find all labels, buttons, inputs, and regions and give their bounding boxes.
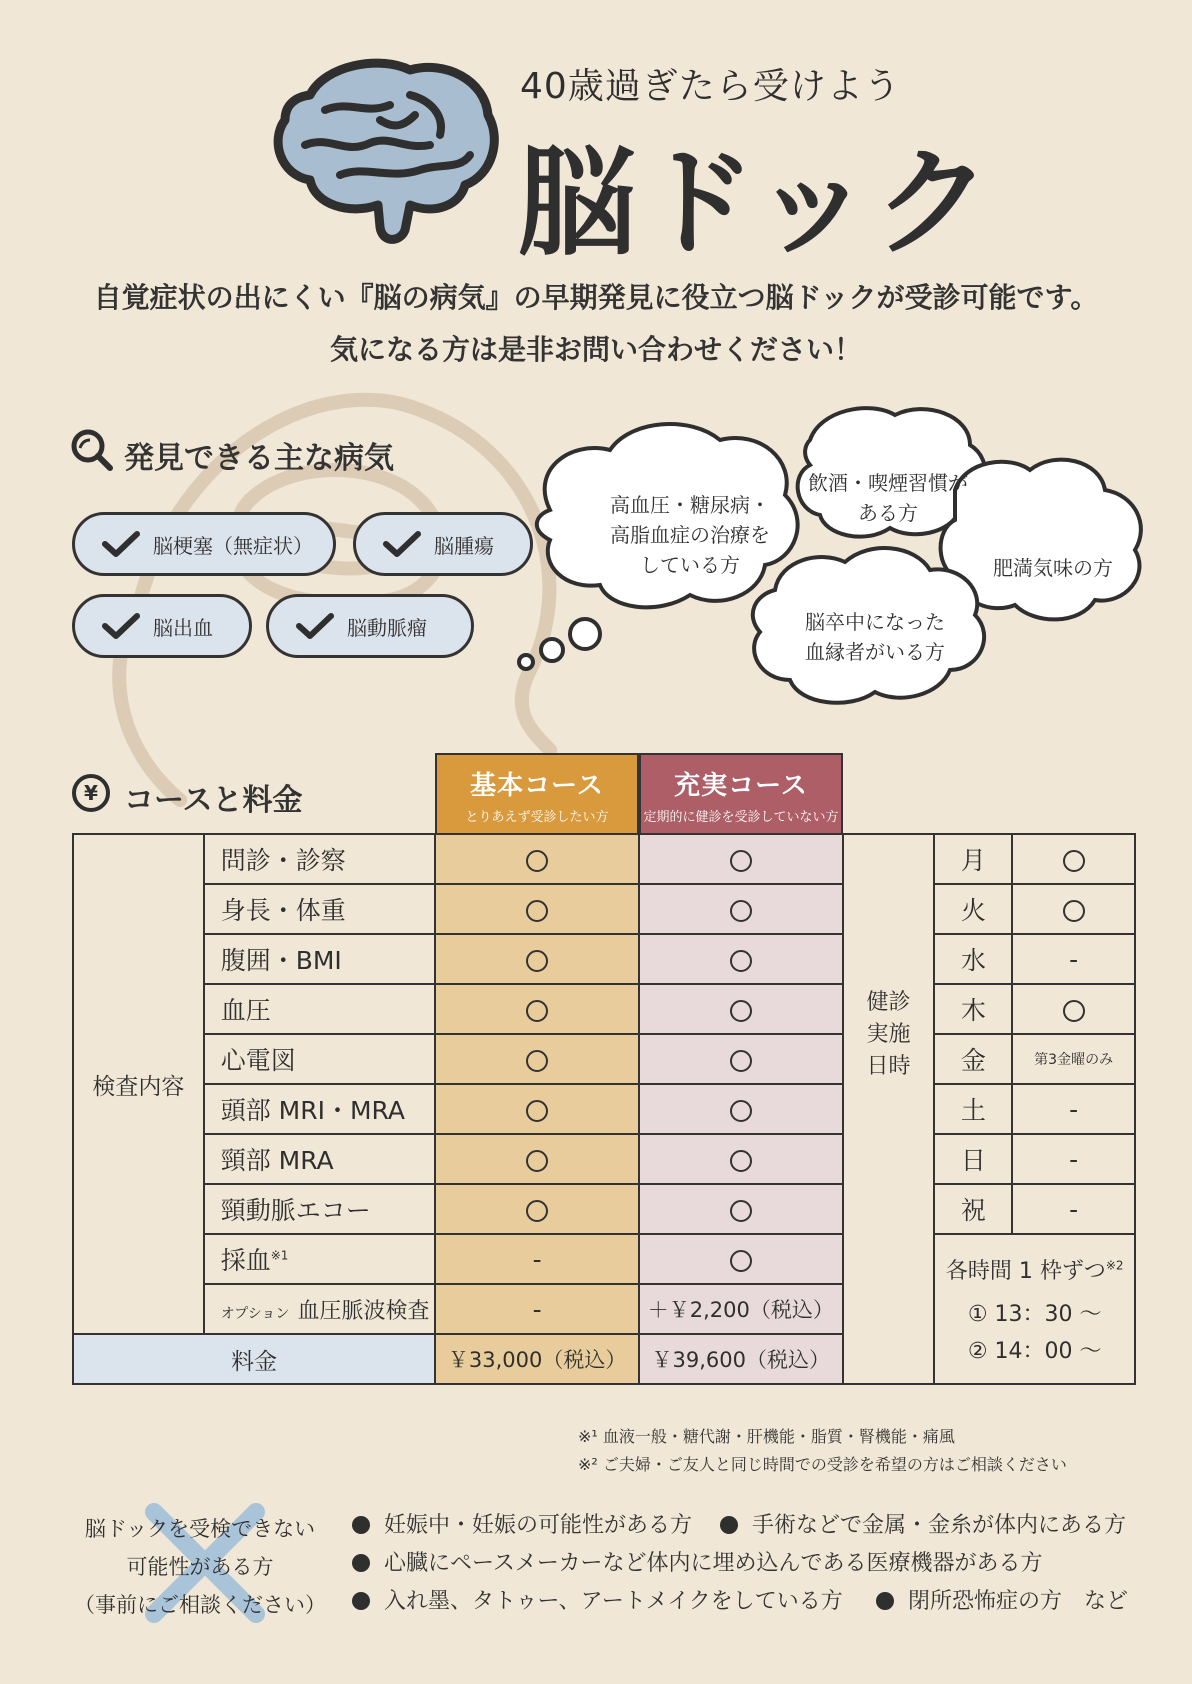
- full-cell: [639, 1234, 843, 1284]
- circle-mark: [730, 950, 752, 972]
- full-course-sub: 定期的に健診を受診していない方: [643, 810, 839, 825]
- header-tagline: 40歳過ぎたら受けよう: [520, 66, 901, 107]
- time-slot: ② 14：00 〜: [967, 1338, 1102, 1364]
- circle-mark: [526, 950, 548, 972]
- cloud-text: 肥満気味の方: [993, 556, 1113, 580]
- lead-line-1: 自覚症状の出にくい『脳の病気』の早期発見に役立つ脳ドックが受診可能です。: [93, 281, 1099, 314]
- basic-course-name: 基本コース: [470, 771, 604, 801]
- basic-price: ￥33,000（税込）: [435, 1334, 639, 1384]
- exclusion-text: 心臓にペースメーカーなど体内に埋め込んである医療機器がある方: [384, 1551, 1043, 1576]
- brain-icon: [270, 55, 500, 245]
- circle-mark: [526, 1000, 548, 1022]
- circle-mark: [730, 1150, 752, 1172]
- bullet-dot: [352, 1516, 370, 1534]
- check-icon: [382, 530, 422, 558]
- schedule-label: [843, 834, 935, 1234]
- schedule-label-line: 日時: [866, 1053, 911, 1079]
- basic-cell: [435, 884, 639, 934]
- disease-label: 脳動脈瘤: [347, 615, 427, 640]
- exam-item: 身長・体重: [204, 884, 436, 934]
- full-cell: [639, 1034, 843, 1084]
- option-label: 血圧脈波検査: [297, 1298, 430, 1324]
- footnote-ref: ※1: [270, 1248, 289, 1263]
- circle-mark: [730, 1000, 752, 1022]
- option-item: [204, 1284, 436, 1334]
- basic-cell: [435, 834, 639, 884]
- exam-item-label: 採血: [220, 1246, 271, 1275]
- exclusion-bullet: [352, 1546, 1042, 1577]
- circle-mark: [526, 1200, 548, 1222]
- day-value: -: [1012, 1184, 1135, 1234]
- lead-line-2: 気になる方は是非お問い合わせください！: [329, 333, 862, 366]
- footnote-1: ※¹ 血液一般・糖代謝・肝機能・脂質・腎機能・痛風: [578, 1427, 955, 1446]
- circle-mark: [730, 900, 752, 922]
- exclusion-text: 手術などで金属・金糸が体内にある方: [752, 1513, 1127, 1538]
- exam-item: 頸動脈エコー: [204, 1184, 436, 1234]
- schedule-label-line: 実施: [866, 1021, 911, 1047]
- day-label: 水: [934, 934, 1012, 984]
- day-label: 月: [934, 834, 1012, 884]
- full-cell: [639, 934, 843, 984]
- full-cell: [639, 1184, 843, 1234]
- day-value: [1012, 884, 1135, 934]
- category-label: 検査内容: [73, 834, 204, 1334]
- exam-item: 心電図: [204, 1034, 436, 1084]
- exam-item: 腹囲・BMI: [204, 934, 436, 984]
- time-slot: ① 13：30 〜: [967, 1301, 1102, 1327]
- circle-mark: [526, 1050, 548, 1072]
- basic-cell: [435, 1134, 639, 1184]
- circle-mark: [526, 900, 548, 922]
- basic-course-header: [435, 753, 639, 833]
- full-cell: [639, 834, 843, 884]
- exclusion-bullet: [720, 1508, 1126, 1539]
- circle-mark: [526, 850, 548, 872]
- exclusion-text: 入れ墨、タトゥー、アートメイクをしている方: [384, 1589, 843, 1614]
- check-icon: [101, 612, 141, 640]
- schedule-label-spacer: [843, 1234, 935, 1384]
- basic-cell: [435, 1084, 639, 1134]
- day-value: [1012, 834, 1135, 884]
- day-label: 祝: [934, 1184, 1012, 1234]
- disease-label: 脳出血: [153, 615, 213, 640]
- exclusion-label-line: 脳ドックを受検できない: [84, 1517, 316, 1541]
- day-label: 金: [934, 1034, 1012, 1084]
- page-title: 脳ドック: [518, 134, 994, 272]
- exam-item: 問診・診察: [204, 834, 436, 884]
- full-course-header: [639, 753, 843, 833]
- disease-pill: [353, 512, 533, 576]
- exclusion-text: 妊娠中・妊娠の可能性がある方: [384, 1513, 693, 1538]
- bullet-dot: [352, 1592, 370, 1610]
- basic-cell: -: [435, 1234, 639, 1284]
- circle-mark: [1063, 850, 1085, 872]
- circle-mark: [1063, 1000, 1085, 1022]
- exclusion-bullet: [352, 1584, 843, 1615]
- day-label: 火: [934, 884, 1012, 934]
- full-cell: [639, 884, 843, 934]
- day-value: [1012, 984, 1135, 1034]
- basic-cell: [435, 1184, 639, 1234]
- footnote-2: ※² ご夫婦・ご友人と同じ時間での受診を希望の方はご相談ください: [578, 1455, 1067, 1474]
- exclusion-label: [70, 1510, 330, 1624]
- exclusion-text: 閉所恐怖症の方 など: [908, 1589, 1129, 1614]
- courses-heading: コースと料金: [124, 783, 303, 818]
- exclusion-bullet: [876, 1584, 1128, 1615]
- slots-title: 各時間 1 枠ずつ: [945, 1258, 1106, 1284]
- circle-mark: [1063, 900, 1085, 922]
- check-icon: [295, 612, 335, 640]
- cloud-text: 脳卒中になった 血縁者がいる方: [805, 610, 945, 664]
- exam-item: 血圧: [204, 984, 436, 1034]
- exclusion-label-line: 可能性がある方: [126, 1555, 274, 1579]
- cloud-text: 飲酒・喫煙習慣が ある方: [808, 471, 968, 525]
- circle-mark: [526, 1150, 548, 1172]
- day-value: -: [1012, 1084, 1135, 1134]
- full-cell: [639, 1084, 843, 1134]
- circle-mark: [730, 1100, 752, 1122]
- exclusion-label-line: （事前にご相談ください）: [74, 1593, 326, 1617]
- price-label: 料金: [73, 1334, 435, 1384]
- day-value: -: [1012, 934, 1135, 984]
- basic-cell: -: [435, 1284, 639, 1334]
- check-icon: [101, 530, 141, 558]
- full-cell: [639, 984, 843, 1034]
- slots-title-row: [935, 1254, 1134, 1285]
- circle-mark: [730, 850, 752, 872]
- schedule-label-line: 健診: [866, 989, 911, 1015]
- option-prefix: オプション: [220, 1305, 290, 1322]
- cloud-text: 高血圧・糖尿病・ 高脂血症の治療を している方: [610, 493, 770, 577]
- bullet-dot: [352, 1554, 370, 1572]
- footnote-ref: ※2: [1105, 1258, 1124, 1273]
- basic-cell: [435, 984, 639, 1034]
- exam-item: 頸部 MRA: [204, 1134, 436, 1184]
- day-label: 木: [934, 984, 1012, 1034]
- basic-cell: [435, 1034, 639, 1084]
- disease-pill: [72, 594, 252, 658]
- diseases-heading: 発見できる主な病気: [124, 441, 394, 476]
- disease-label: 脳梗塞（無症状）: [153, 533, 313, 558]
- basic-course-sub: とりあえず受診したい方: [465, 810, 609, 825]
- day-value: -: [1012, 1134, 1135, 1184]
- disease-pill: [266, 594, 474, 658]
- day-value: 第3金曜のみ: [1012, 1034, 1135, 1084]
- circle-mark: [730, 1250, 752, 1272]
- circle-mark: [730, 1050, 752, 1072]
- svg-text:¥: ¥: [84, 781, 98, 805]
- day-label: 日: [934, 1134, 1012, 1184]
- basic-cell: [435, 934, 639, 984]
- yen-icon: [70, 772, 112, 814]
- full-cell: [639, 1134, 843, 1184]
- exam-item: [204, 1234, 436, 1284]
- time-slots: [934, 1234, 1135, 1384]
- search-icon: [70, 428, 114, 472]
- full-cell: ＋￥2,200（税込）: [639, 1284, 843, 1334]
- day-label: 土: [934, 1084, 1012, 1134]
- disease-label: 脳腫瘍: [434, 533, 494, 558]
- bullet-dot: [720, 1516, 738, 1534]
- circle-mark: [730, 1200, 752, 1222]
- circle-mark: [526, 1100, 548, 1122]
- full-price: ￥39,600（税込）: [639, 1334, 843, 1384]
- course-table: [72, 833, 1136, 1385]
- exclusion-bullet: [352, 1508, 692, 1539]
- bullet-dot: [876, 1592, 894, 1610]
- full-course-name: 充実コース: [674, 771, 808, 801]
- disease-pill: [72, 512, 336, 576]
- exam-item: 頭部 MRI・MRA: [204, 1084, 436, 1134]
